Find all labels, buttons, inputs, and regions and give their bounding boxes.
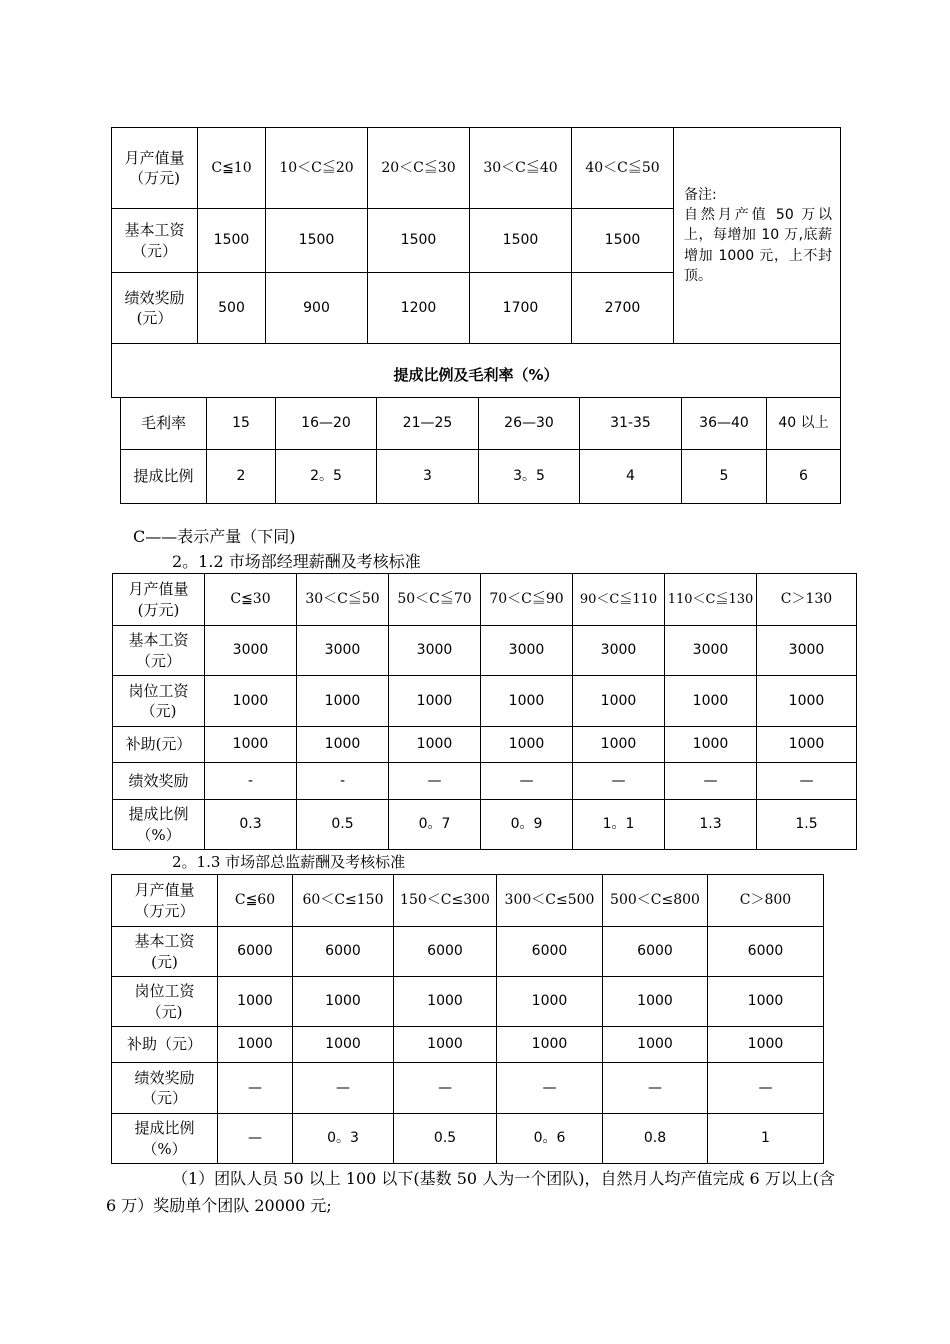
value-cell: 0.3	[205, 800, 297, 850]
value-cell: —	[389, 763, 481, 800]
row-label-base: 基本工资（元）	[112, 209, 198, 273]
value-cell: 3000	[665, 626, 757, 676]
value-cell: 1500	[572, 209, 674, 273]
remark-cell	[674, 128, 841, 344]
row-label-perf: 绩效奖励（元）	[112, 1063, 218, 1114]
remark-body: 自然月产值 50 万以上，每增加 10 万,底薪增加 1000 元，上不封顶。	[684, 207, 832, 284]
value-cell: —	[218, 1114, 293, 1164]
value-cell: 1000	[603, 1027, 708, 1063]
value-cell: 1.5	[757, 800, 857, 850]
value-cell: 6000	[394, 927, 497, 977]
value-cell: —	[665, 763, 757, 800]
remark-title: 备注:	[684, 186, 717, 203]
value-cell: 1000	[297, 676, 389, 727]
row-label-output: 月产值量（万元)	[112, 128, 198, 209]
value-cell: —	[497, 1063, 603, 1114]
value-cell: —	[481, 763, 573, 800]
caption-c-definition: C——表示产量（下同)	[133, 527, 296, 546]
value-cell: 1000	[205, 676, 297, 727]
range-cell: C≦30	[205, 574, 297, 626]
value-cell: 1000	[394, 1027, 497, 1063]
row-label-perf: 绩效奖励	[113, 763, 205, 800]
value-cell: —	[293, 1063, 394, 1114]
row-label-output: 月产值量(万元)	[113, 574, 205, 626]
value-cell: —	[708, 1063, 824, 1114]
value-cell: 1000	[297, 727, 389, 763]
value-cell: 0。6	[497, 1114, 603, 1164]
row-label-perf: 绩效奖励(元）	[112, 273, 198, 344]
value-cell: —	[573, 763, 665, 800]
value-cell: 3000	[297, 626, 389, 676]
value-cell: 0.8	[603, 1114, 708, 1164]
value-cell: 1500	[198, 209, 266, 273]
value-cell: 1.3	[665, 800, 757, 850]
range-cell: 40＜C≦50	[572, 128, 674, 209]
value-cell: 900	[266, 273, 368, 344]
value-cell: 1000	[218, 1027, 293, 1063]
value-cell: 6000	[708, 927, 824, 977]
range-cell: 20＜C≦30	[368, 128, 470, 209]
value-cell: 1000	[665, 676, 757, 727]
ratio-cell: 6	[767, 450, 841, 504]
margin-cell: 31-35	[580, 398, 682, 450]
value-cell: 1000	[665, 727, 757, 763]
value-cell: 1000	[603, 977, 708, 1027]
value-cell: 1000	[573, 727, 665, 763]
value-cell: 1	[708, 1114, 824, 1164]
value-cell: 1000	[394, 977, 497, 1027]
row-label-ratio: 提成比例	[121, 450, 207, 504]
row-label-output: 月产值量（万元）	[112, 875, 218, 927]
table-commission-ratio	[120, 397, 841, 504]
range-cell: 60＜C≤150	[293, 875, 394, 927]
value-cell: 6000	[293, 927, 394, 977]
margin-cell: 21—25	[377, 398, 479, 450]
table-market-director	[111, 874, 824, 1164]
value-cell: 0.5	[297, 800, 389, 850]
value-cell: 3000	[389, 626, 481, 676]
range-cell: 110＜C≦130	[665, 574, 757, 626]
range-cell: 50＜C≦70	[389, 574, 481, 626]
value-cell: —	[603, 1063, 708, 1114]
ratio-cell: 5	[682, 450, 767, 504]
value-cell: -	[297, 763, 389, 800]
range-cell: 30＜C≦40	[470, 128, 572, 209]
value-cell: 1000	[218, 977, 293, 1027]
range-cell: 300＜C≤500	[497, 875, 603, 927]
range-cell: 150＜C≤300	[394, 875, 497, 927]
row-label-base: 基本工资（元）	[113, 626, 205, 676]
range-cell: 90＜C≦110	[573, 574, 665, 626]
section-heading-2-1-2: 2。1.2 市场部经理薪酬及考核标准	[172, 552, 421, 571]
value-cell: 6000	[218, 927, 293, 977]
margin-cell: 26—30	[479, 398, 580, 450]
value-cell: 1000	[481, 676, 573, 727]
value-cell: 1500	[368, 209, 470, 273]
team-reward-paragraph: （1）团队人员 50 以上 100 以下(基数 50 人为一个团队)，自然月人均产值完成 6 万以上(含 6 万）奖励单个团队 20000 元;	[106, 1169, 836, 1215]
ratio-cell: 3。5	[479, 450, 580, 504]
value-cell: 6000	[603, 927, 708, 977]
value-cell: 3000	[481, 626, 573, 676]
range-cell: C≦60	[218, 875, 293, 927]
value-cell: 1000	[708, 1027, 824, 1063]
ratio-cell: 4	[580, 450, 682, 504]
range-cell: 10＜C≦20	[266, 128, 368, 209]
range-cell: 500＜C≤800	[603, 875, 708, 927]
row-label-ratio: 提成比例（%）	[113, 800, 205, 850]
commission-title: 提成比例及毛利率（%）	[112, 344, 841, 398]
value-cell: 1000	[293, 977, 394, 1027]
margin-cell: 36—40	[682, 398, 767, 450]
ratio-cell: 2。5	[276, 450, 377, 504]
value-cell: 1000	[573, 676, 665, 727]
margin-cell: 40 以上	[767, 398, 841, 450]
range-cell: C＞130	[757, 574, 857, 626]
row-label-post: 岗位工资（元)	[113, 676, 205, 727]
margin-cell: 16—20	[276, 398, 377, 450]
value-cell: 1000	[708, 977, 824, 1027]
value-cell: —	[757, 763, 857, 800]
ratio-cell: 2	[207, 450, 276, 504]
value-cell: 3000	[205, 626, 297, 676]
value-cell: -	[205, 763, 297, 800]
value-cell: 1000	[497, 1027, 603, 1063]
value-cell: 3000	[757, 626, 857, 676]
ratio-cell: 3	[377, 450, 479, 504]
value-cell: 1。1	[573, 800, 665, 850]
value-cell: 1500	[266, 209, 368, 273]
row-label-subsidy: 补助(元）	[113, 727, 205, 763]
value-cell: 0。9	[481, 800, 573, 850]
value-cell: 1200	[368, 273, 470, 344]
value-cell: 1000	[389, 676, 481, 727]
value-cell: 1500	[470, 209, 572, 273]
value-cell: 1000	[757, 727, 857, 763]
value-cell: 1000	[481, 727, 573, 763]
value-cell: 2700	[572, 273, 674, 344]
row-label-ratio: 提成比例（%）	[112, 1114, 218, 1164]
value-cell: 1000	[757, 676, 857, 727]
range-cell: 70＜C≦90	[481, 574, 573, 626]
row-label-subsidy: 补助（元）	[112, 1027, 218, 1063]
range-cell: C≦10	[198, 128, 266, 209]
range-cell: C＞800	[708, 875, 824, 927]
margin-cell: 15	[207, 398, 276, 450]
value-cell: 0。7	[389, 800, 481, 850]
value-cell: 1000	[205, 727, 297, 763]
value-cell: 3000	[573, 626, 665, 676]
value-cell: —	[394, 1063, 497, 1114]
row-label-base: 基本工资(元)	[112, 927, 218, 977]
value-cell: 1000	[497, 977, 603, 1027]
value-cell: 500	[198, 273, 266, 344]
value-cell: 6000	[497, 927, 603, 977]
value-cell: 0。3	[293, 1114, 394, 1164]
value-cell: —	[218, 1063, 293, 1114]
range-cell: 30＜C≦50	[297, 574, 389, 626]
row-label-post: 岗位工资（元)	[112, 977, 218, 1027]
value-cell: 1700	[470, 273, 572, 344]
section-heading-2-1-3: 2。1.3 市场部总监薪酬及考核标准	[172, 853, 406, 871]
row-label-margin: 毛利率	[121, 398, 207, 450]
table-market-manager	[112, 573, 857, 850]
table-team-salary	[111, 127, 841, 398]
value-cell: 1000	[389, 727, 481, 763]
value-cell: 0.5	[394, 1114, 497, 1164]
value-cell: 1000	[293, 1027, 394, 1063]
